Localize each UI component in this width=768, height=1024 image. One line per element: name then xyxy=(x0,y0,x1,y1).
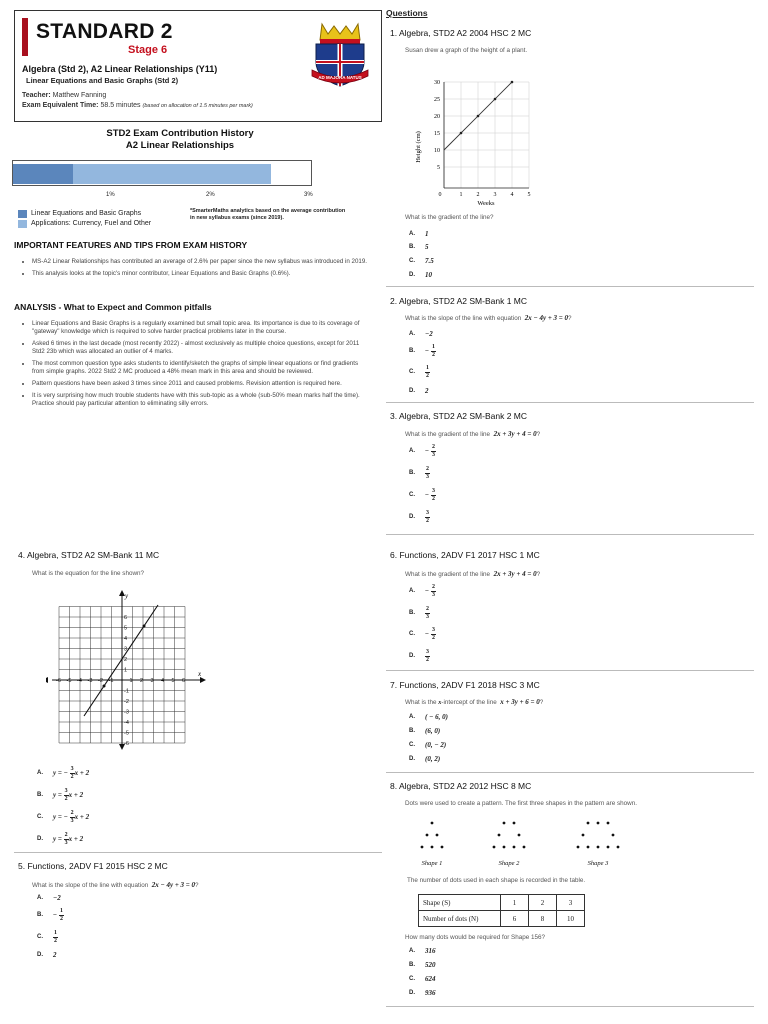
analysis-bullet xyxy=(32,320,370,336)
plant-height-graph xyxy=(412,72,552,208)
features-bullet-2-text: This analysis looks at the topic's minor contributor, Linear Equations and Basic Graphs (0.6%). xyxy=(32,270,291,277)
question-3-equation: 2x + 3y + 4 = 0 xyxy=(493,430,537,438)
teacher-label: Teacher: xyxy=(22,92,51,99)
analysis-list xyxy=(22,320,370,412)
chart-title-line2: A2 Linear Relationships xyxy=(125,140,235,151)
graph-x-tick: 0 xyxy=(438,192,442,198)
option-label: A. xyxy=(409,231,415,237)
option-label: A. xyxy=(409,948,415,954)
option-value: (0, − 2) xyxy=(425,741,447,749)
teacher-line xyxy=(22,92,106,99)
q2-option-d[interactable] xyxy=(409,384,429,398)
option-label: A. xyxy=(409,448,415,454)
option-label: C. xyxy=(409,976,415,982)
questions-heading: Questions xyxy=(386,8,428,18)
graph-y-tick: 5 xyxy=(437,165,440,171)
graph-x-tick: 5 xyxy=(527,192,531,198)
question-6-text xyxy=(405,570,540,578)
fraction: $\frac{3}{2}$ xyxy=(64,788,68,802)
features-bullet-1-text: MS-A2 Linear Relationships has contributed an average of 2.6% per paper since the new syllabus was introduced in 2019. xyxy=(32,258,368,265)
grid-y-number: -5 xyxy=(124,730,129,737)
option-value: 2 xyxy=(53,951,57,959)
axis-y-label: y xyxy=(125,592,129,600)
grid-x-number: 2 xyxy=(140,678,144,684)
question-6-text-main: What is the gradient of the line xyxy=(405,571,491,578)
topic-subtitle: Linear Equations and Basic Graphs (Std 2) xyxy=(26,76,179,85)
table-cell: 3 xyxy=(557,895,585,911)
option-label: C. xyxy=(409,369,415,375)
graph-point xyxy=(460,132,463,135)
graph-y-tick: 15 xyxy=(434,131,440,137)
grid-x-number: 6 xyxy=(182,678,186,684)
option-label: D. xyxy=(409,756,415,762)
exam-time-value: 58.5 minutes xyxy=(100,102,141,109)
grid-y-number: 2 xyxy=(124,657,128,663)
grid-x-number: -3 xyxy=(87,678,93,684)
q7-option-a[interactable] xyxy=(409,710,448,724)
chart-tick-label: 3% xyxy=(304,192,313,198)
chart-bar-segment-1 xyxy=(13,164,73,184)
teacher-name: Matthew Fanning xyxy=(52,92,107,99)
table-cell: 2 xyxy=(529,895,557,911)
option-label: D. xyxy=(409,514,415,520)
q1-option-c[interactable] xyxy=(409,254,434,268)
axis-x-label: x xyxy=(198,670,202,678)
legend-label-linear: Linear Equations and Basic Graphs xyxy=(31,210,142,217)
features-list xyxy=(22,258,370,282)
q7-option-c[interactable] xyxy=(409,738,446,752)
divider xyxy=(386,670,754,671)
q6-option-c[interactable]: C. − $\frac{3}{2}$ xyxy=(409,627,435,641)
question-5-title: 5. Functions, 2ADV F1 2015 HSC 2 MC xyxy=(18,861,168,871)
option-value: 520 xyxy=(425,961,436,969)
question-1-prompt: What is the gradient of the line? xyxy=(405,214,494,221)
grid-y-number: 1 xyxy=(124,667,128,674)
option-value: 624 xyxy=(425,975,436,983)
q3-option-d[interactable] xyxy=(409,510,430,524)
q8-option-c[interactable] xyxy=(409,972,436,986)
grid-x-number: 5 xyxy=(171,678,175,684)
shape-label: Shape 1 xyxy=(421,860,443,867)
option-value: 5 xyxy=(425,243,429,251)
q8-option-d[interactable] xyxy=(409,986,436,1000)
graph-point xyxy=(511,81,514,84)
graph-x-label: Weeks xyxy=(477,200,495,207)
question-8-title: 8. Algebra, STD2 A2 2012 HSC 8 MC xyxy=(390,781,532,791)
q4-option-c[interactable]: C. y = − $\frac{2}{3}$ x + 2 xyxy=(37,810,90,824)
divider xyxy=(386,286,754,287)
header-accent-bar xyxy=(22,18,28,56)
grid-y-number: 4 xyxy=(124,636,128,642)
q5-option-d[interactable] xyxy=(37,948,57,962)
chart-tick-label: 2% xyxy=(206,192,215,198)
divider xyxy=(386,402,754,403)
option-value: 936 xyxy=(425,989,436,997)
table-cell: Number of dots (N) xyxy=(419,911,501,927)
grid-y-number: 5 xyxy=(124,625,128,632)
fraction: $\frac{2}{3}$ xyxy=(70,810,74,824)
chart-title xyxy=(40,128,320,152)
grid-x-number: -2 xyxy=(98,678,103,684)
grid-y-number: -3 xyxy=(124,709,129,716)
graph-point xyxy=(143,625,146,628)
option-value: 1 xyxy=(425,230,429,238)
features-bullet-2 xyxy=(32,270,370,278)
analytics-note: *SmarterMaths analytics based on the average contribution in new syllabus exams (since 2019). xyxy=(190,208,346,221)
divider xyxy=(386,534,754,535)
option-label: C. xyxy=(409,742,415,748)
question-7-text-a: What is the xyxy=(405,699,437,706)
q1-option-b[interactable] xyxy=(409,240,429,254)
graph-y-tick: 25 xyxy=(434,97,440,103)
option-value: 2 xyxy=(425,387,429,395)
option-label: D. xyxy=(409,653,415,659)
features-heading: IMPORTANT FEATURES AND TIPS FROM EXAM HISTORY xyxy=(14,240,248,250)
option-label: B. xyxy=(409,728,415,734)
grid-y-number: -4 xyxy=(124,720,129,726)
q7-option-b[interactable] xyxy=(409,724,440,738)
contribution-chart xyxy=(12,160,312,186)
grid-x-number: 4 xyxy=(161,678,165,684)
q3-option-b[interactable] xyxy=(409,466,430,480)
graph-point xyxy=(103,685,106,688)
option-label: A. xyxy=(37,895,43,901)
analysis-bullet-text: Asked 6 times in the last decade (most recently 2022) - almost exclusively as multiple choice questions, except for 2011 Std2 23b which was allocated an outlier of 4 marks. xyxy=(32,340,360,355)
question-2-text xyxy=(405,314,572,322)
question-2-equation: 2x − 4y + 3 = 0 xyxy=(524,314,569,322)
q8-option-b[interactable] xyxy=(409,958,436,972)
divider xyxy=(14,852,382,853)
question-4-title: 4. Algebra, STD2 A2 SM-Bank 11 MC xyxy=(18,550,160,560)
question-7-end: ? xyxy=(539,699,544,706)
fraction: $\frac{1}{2}$ xyxy=(426,365,429,379)
grid-x-number: 1 xyxy=(129,678,133,684)
question-5-text xyxy=(32,881,199,889)
crest-motto: AD MAJORA NATUS xyxy=(318,75,362,80)
table-cell: 6 xyxy=(501,911,529,927)
option-label: B. xyxy=(409,348,415,354)
q5-option-c[interactable] xyxy=(37,930,58,944)
option-value: 316 xyxy=(425,947,436,955)
option-label: D. xyxy=(409,990,415,996)
chart-title-line1: STD2 Exam Contribution History xyxy=(106,128,254,139)
question-5-text-main: What is the slope of the line with equation xyxy=(32,882,149,889)
option-value: (6, 0) xyxy=(425,727,441,735)
fraction: $\frac{3}{2}$ xyxy=(432,627,435,641)
grid-x-number: -4 xyxy=(77,678,82,684)
option-label: B. xyxy=(37,792,43,798)
option-label: B. xyxy=(409,962,415,968)
grid-x-number: -1 xyxy=(108,678,114,684)
grid-x-number: -5 xyxy=(66,678,72,684)
option-label: B. xyxy=(409,244,415,250)
option-value: 7.5 xyxy=(425,257,434,265)
fraction: $\frac{3}{2}$ xyxy=(432,488,435,502)
shape-label: Shape 2 xyxy=(498,860,520,867)
analysis-bullet-text: Pattern questions have been asked 3 times since 2011 and caused problems. Revision attention is required here. xyxy=(32,380,342,387)
exam-time-label: Exam Equivalent Time: xyxy=(22,102,99,109)
fraction: $\frac{2}{3}$ xyxy=(64,832,68,846)
divider xyxy=(386,1006,754,1007)
graph-y-tick: 10 xyxy=(434,148,440,154)
question-7-var: x xyxy=(438,699,442,706)
question-1-title: 1. Algebra, STD2 A2 2004 HSC 2 MC xyxy=(390,28,532,38)
fraction: $\frac{3}{2}$ xyxy=(426,649,429,663)
chart-tick-label: 1% xyxy=(106,192,115,198)
graph-x-tick: 4 xyxy=(510,192,514,198)
question-3-title: 3. Algebra, STD2 A2 SM-Bank 2 MC xyxy=(390,411,528,421)
divider xyxy=(386,772,754,773)
question-3-end: ? xyxy=(536,431,541,438)
analysis-bullet xyxy=(32,380,370,388)
question-2-end: ? xyxy=(568,315,572,322)
graph-y-tick: 20 xyxy=(434,114,440,120)
q3-option-c[interactable]: C. − $\frac{3}{2}$ xyxy=(409,488,435,502)
question-6-end: ? xyxy=(536,571,541,578)
fraction: $\frac{2}{3}$ xyxy=(426,466,429,480)
features-bullet-1 xyxy=(32,258,370,266)
fraction: $\frac{2}{3}$ xyxy=(432,584,435,598)
fraction: $\frac{1}{2}$ xyxy=(60,908,63,922)
question-7-title: 7. Functions, 2ADV F1 2018 HSC 3 MC xyxy=(390,680,540,690)
option-label: A. xyxy=(37,770,43,776)
q5-option-a[interactable] xyxy=(37,891,61,905)
grid-x-number: 3 xyxy=(150,678,154,684)
option-label: A. xyxy=(409,588,415,594)
q5-option-b[interactable]: B. − $\frac{1}{2}$ xyxy=(37,908,63,922)
analysis-bullet xyxy=(32,392,370,408)
q6-option-a[interactable]: A. − $\frac{2}{3}$ xyxy=(409,584,435,598)
q4-option-a[interactable]: A. y = − $\frac{3}{2}$ x + 2 xyxy=(37,766,90,780)
analysis-bullet xyxy=(32,340,370,356)
question-2-title: 2. Algebra, STD2 A2 SM-Bank 1 MC xyxy=(390,296,528,306)
option-label: C. xyxy=(37,934,43,940)
q1-option-d[interactable] xyxy=(409,268,432,282)
option-value: 10 xyxy=(425,271,432,279)
question-8-table-text: The number of dots used in each shape is recorded in the table. xyxy=(407,877,586,884)
graph-line xyxy=(84,605,158,716)
question-8-text: Dots were used to create a pattern. The first three shapes in the pattern are shown. xyxy=(405,800,637,807)
q4-option-d[interactable]: D. y = $\frac{2}{3}$ x + 2 xyxy=(37,832,84,846)
option-label: C. xyxy=(409,631,415,637)
table-row xyxy=(419,911,585,927)
graph-y-tick: 30 xyxy=(434,80,440,86)
question-1-text: Susan drew a graph of the height of a plant. xyxy=(405,47,528,54)
q8-option-a[interactable] xyxy=(409,944,436,958)
option-label: D. xyxy=(409,272,415,278)
q4-option-b[interactable]: B. y = $\frac{3}{2}$ x + 2 xyxy=(37,788,84,802)
question-3-text xyxy=(405,430,540,438)
option-label: B. xyxy=(409,610,415,616)
chart-bar-segment-2 xyxy=(73,164,272,184)
graph-y-label: Height (cm) xyxy=(415,131,422,163)
legend-swatch-applications xyxy=(18,220,27,228)
option-value: (0, 2) xyxy=(425,755,441,763)
question-7-text xyxy=(405,698,543,706)
course-title: STANDARD 2 xyxy=(36,20,173,43)
table-cell: 1 xyxy=(501,895,529,911)
q2-option-a[interactable] xyxy=(409,327,433,341)
shape-label: Shape 3 xyxy=(587,860,609,867)
question-8-prompt: How many dots would be required for Shape 156? xyxy=(405,934,546,941)
analysis-heading: ANALYSIS - What to Expect and Common pitfalls xyxy=(14,302,212,312)
graph-x-tick: 1 xyxy=(459,192,463,198)
q7-option-d[interactable] xyxy=(409,752,440,766)
fraction: $\frac{3}{2}$ xyxy=(426,510,429,524)
grid-x-number: -6 xyxy=(56,678,61,684)
fraction: $\frac{2}{3}$ xyxy=(432,444,435,458)
exam-time-note: (based on allocation of 1.5 minutes per mark) xyxy=(142,103,253,109)
fraction: $\frac{3}{2}$ xyxy=(70,766,74,780)
line-graph-grid xyxy=(46,590,206,750)
option-label: A. xyxy=(409,331,415,337)
question-7-text-b: -intercept of the line xyxy=(441,699,497,706)
option-label: C. xyxy=(37,814,43,820)
q6-option-b[interactable] xyxy=(409,606,430,620)
question-3-text-main: What is the gradient of the line xyxy=(405,431,491,438)
q1-option-a[interactable] xyxy=(409,227,429,241)
option-value: −2 xyxy=(425,330,433,338)
legend-label-applications: Applications: Currency, Fuel and Other xyxy=(31,220,152,227)
q2-option-b[interactable]: B. − $\frac{1}{2}$ xyxy=(409,344,435,358)
analysis-bullet xyxy=(32,360,370,376)
option-label: D. xyxy=(37,952,43,958)
fraction: $\frac{1}{2}$ xyxy=(54,930,57,944)
option-value: −2 xyxy=(53,894,61,902)
analysis-bullet-text: It is very surprising how much trouble students have with this sub-topic as a whole (sub-50% mean marks half the time). Practice should pay particular attention to eliminating silly errors. xyxy=(32,392,360,407)
analysis-bullet-text: The most common question type asks students to identify/sketch the graphs of simple linear equations or find gradients from simple graphs. 2022 Std2 2 MC produced a 48% mean mark in this area and should be reviewed. xyxy=(32,360,359,375)
question-7-equation: x + 3y + 6 = 0 xyxy=(500,698,540,706)
question-5-equation: 2x − 4y + 3 = 0 xyxy=(151,881,196,889)
grid-y-number: -6 xyxy=(124,741,129,747)
option-label: D. xyxy=(409,388,415,394)
option-label: C. xyxy=(409,492,415,498)
question-6-equation: 2x + 3y + 4 = 0 xyxy=(493,570,537,578)
stage-label: Stage 6 xyxy=(128,44,168,56)
grid-y-number: -1 xyxy=(124,688,129,695)
option-label: C. xyxy=(409,258,415,264)
graph-x-tick: 2 xyxy=(476,192,480,198)
graph-point xyxy=(477,115,480,118)
grid-y-number: 6 xyxy=(124,615,128,621)
legend-swatch-linear xyxy=(18,210,27,218)
fraction: $\frac{1}{2}$ xyxy=(432,344,435,358)
grid-y-number: 3 xyxy=(124,646,128,653)
topic-title: Algebra (Std 2), A2 Linear Relationships (Y11) xyxy=(22,64,218,74)
grid-y-number: -2 xyxy=(124,699,129,705)
fraction: $\frac{2}{3}$ xyxy=(426,606,429,620)
question-6-title: 6. Functions, 2ADV F1 2017 HSC 1 MC xyxy=(390,550,540,560)
option-label: B. xyxy=(37,912,43,918)
option-label: B. xyxy=(409,470,415,476)
table-cell: Shape (S) xyxy=(419,895,501,911)
option-label: A. xyxy=(409,714,415,720)
graph-point xyxy=(494,98,497,101)
question-4-text: What is the equation for the line shown? xyxy=(32,570,145,577)
option-value: ( − 6, 0) xyxy=(425,713,448,721)
analysis-bullet-text: Linear Equations and Basic Graphs is a regularly examined but small topic area. Its importance is due to its coverage of "gateway" knowledge which is required to solve harder practical problems later in the course. xyxy=(32,320,360,335)
table-cell: 8 xyxy=(529,911,557,927)
table-cell: 10 xyxy=(557,911,585,927)
table-row xyxy=(419,895,585,911)
graph-x-tick: 3 xyxy=(493,192,497,198)
question-2-text-main: What is the slope of the line with equation xyxy=(405,315,522,322)
dot-pattern xyxy=(410,818,650,870)
school-crest-icon xyxy=(308,22,372,88)
question-5-end: ? xyxy=(195,882,199,889)
q6-option-d[interactable] xyxy=(409,649,430,663)
dots-table xyxy=(418,894,585,927)
q3-option-a[interactable]: A. − $\frac{2}{3}$ xyxy=(409,444,435,458)
option-label: D. xyxy=(37,836,43,842)
q2-option-c[interactable] xyxy=(409,365,430,379)
exam-time-line xyxy=(22,102,253,109)
